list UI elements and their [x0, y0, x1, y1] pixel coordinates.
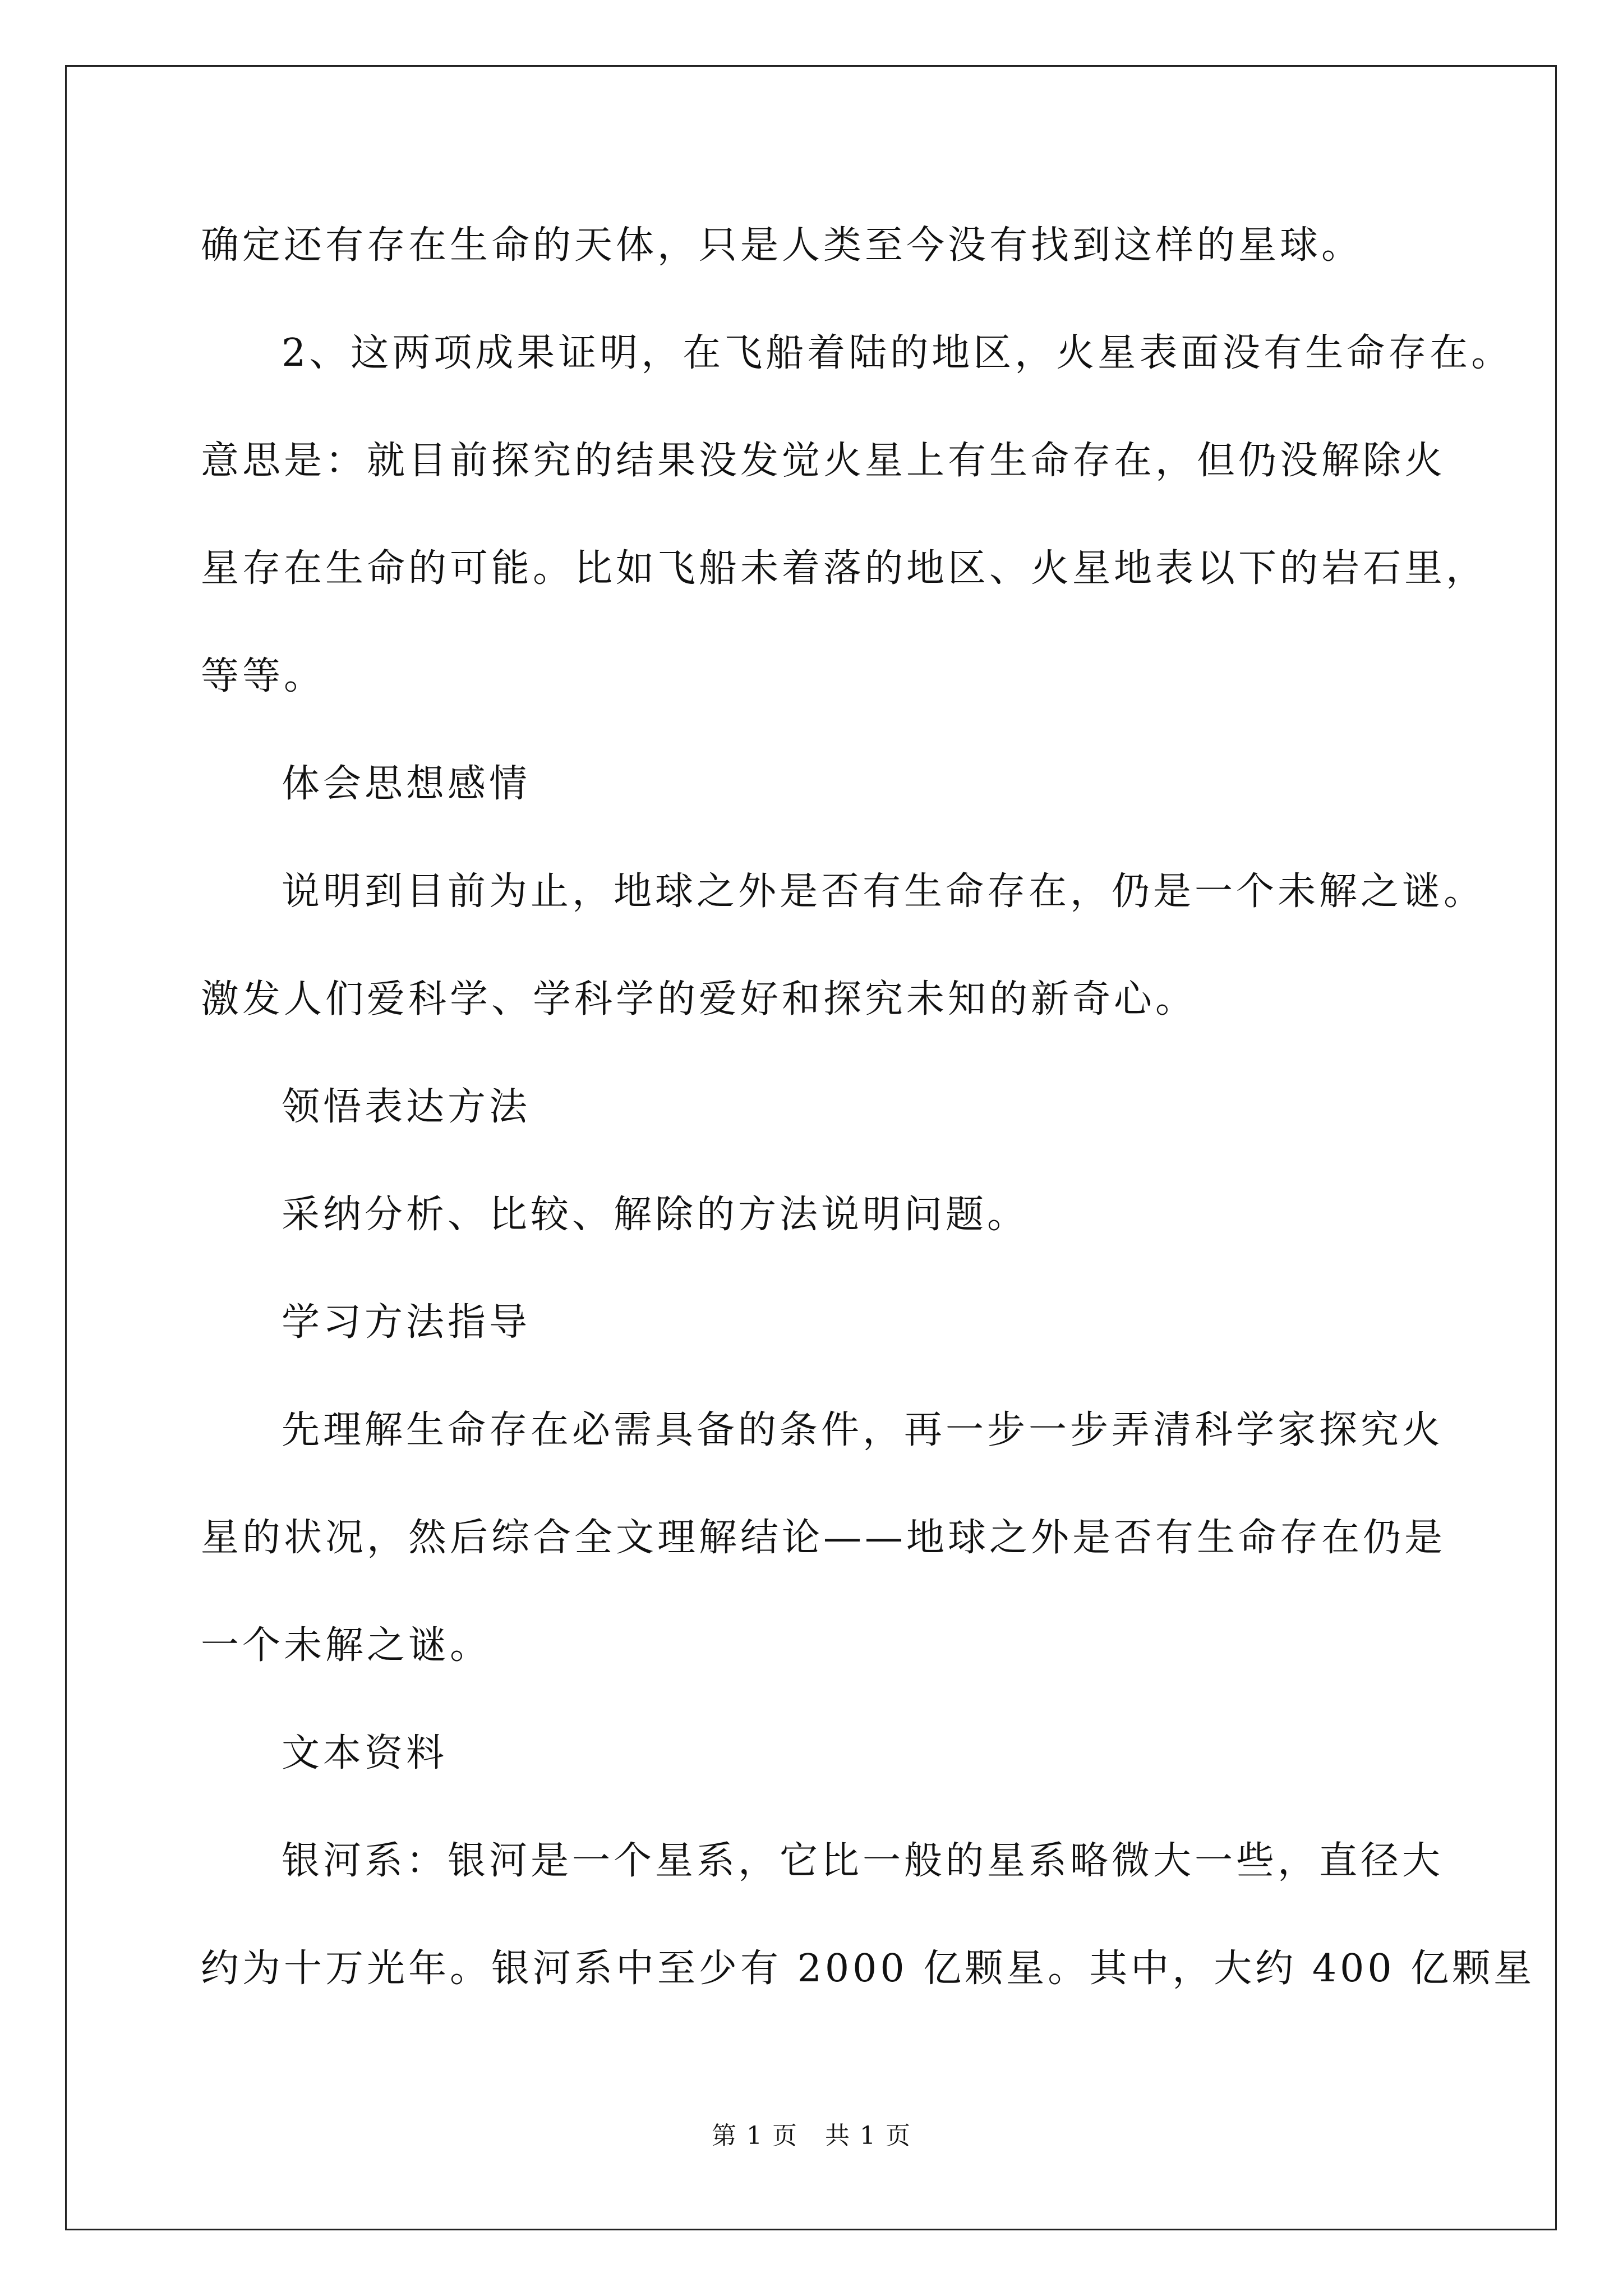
text-line: 采纳分析、比较、解除的方法说明问题。: [282, 1193, 1029, 1237]
section-heading: 领悟表达方法: [282, 1085, 531, 1129]
text-line: 激发人们爱科学、学科学的爱好和探究未知的新奇心。: [201, 977, 1197, 1022]
section-heading: 文本资料: [282, 1731, 448, 1775]
text-line: 等等。: [201, 654, 326, 698]
text-line: 星存在生命的可能。比如飞船未着落的地区、火星地表以下的岩石里，: [201, 546, 1488, 591]
text-line: 意思是：就目前探究的结果没发觉火星上有生命存在，但仍没解除火: [201, 439, 1446, 483]
text-line: 确定还有存在生命的天体，只是人类至今没有找到这样的星球。: [201, 223, 1363, 268]
page-footer: [0, 2119, 1623, 2153]
text-line: 银河系：银河是一个星系，它比一般的星系略微大一些，直径大: [282, 1839, 1444, 1883]
text-line: 2、这两项成果证明，在飞船着陆的地区，火星表面没有生命存在。: [282, 331, 1513, 375]
text-line: 说明到目前为止，地球之外是否有生命存在，仍是一个未解之谜。: [282, 869, 1486, 914]
document-body: [201, 219, 1536, 2050]
text-line: 约为十万光年。银河系中至少有 2000 亿颗星。其中，大约 400 亿颗星: [201, 1947, 1536, 1991]
section-heading: 学习方法指导: [282, 1300, 531, 1345]
section-heading: 体会思想感情: [282, 762, 531, 806]
text-line: 一个未解之谜。: [201, 1623, 492, 1668]
page-number-label: 第 1 页 共 1 页: [712, 2122, 911, 2150]
text-line: 星的状况，然后综合全文理解结论——地球之外是否有生命存在仍是: [201, 1516, 1446, 1560]
text-line: 先理解生命存在必需具备的条件，再一步一步弄清科学家探究火: [282, 1408, 1444, 1452]
